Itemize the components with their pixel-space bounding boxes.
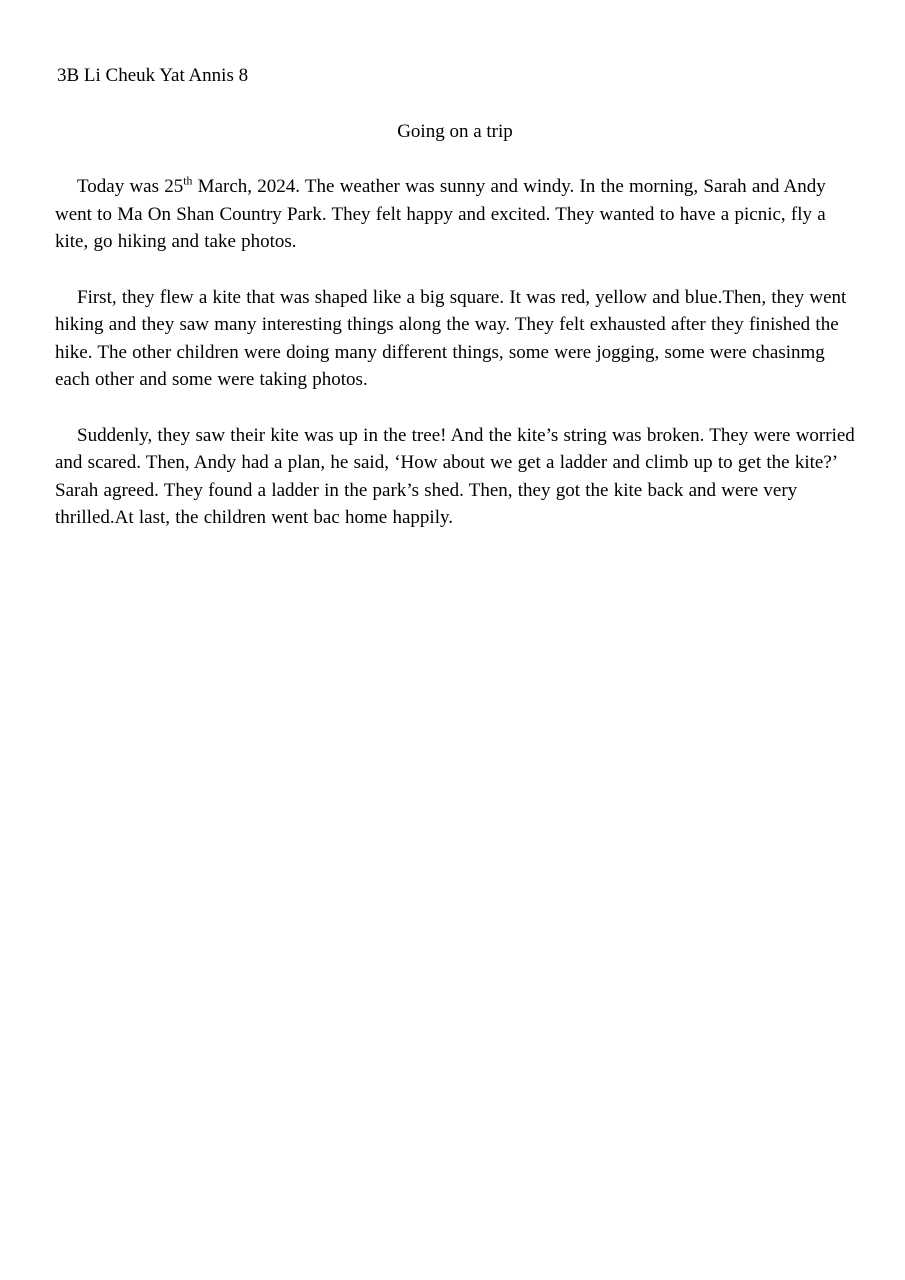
paragraph-1-text-rest: March, 2024. The weather was sunny and windy. In the morning, Sarah and Andy went to Ma On Shan Country Park. They felt happy and excited. They wanted to have a picnic, fly a kite, go hiking and take photos. (55, 176, 826, 252)
paragraph-1-text-start: Today was 25 (77, 176, 184, 197)
paragraph-2: First, they flew a kite that was shaped like a big square. It was red, yellow and blue.Then, they went hiking and they saw many interesting things along the way. They felt exhausted after they finished the hike. The other children were doing many different things, some were jogging, some were chasinmg each other and some were taking photos. (55, 286, 847, 390)
ordinal-superscript: th (183, 174, 193, 188)
paragraph-1 (55, 173, 855, 256)
paragraph-3: Suddenly, they saw their kite was up in the tree! And the kite’s string was broken. They were worried and scared. Then, Andy had a plan, he said, ‘How about we get a ladder and climb up to get the kite?’ Sarah agreed. They found a ladder in the park’s shed. Then, they got the kite back and were very thrilled.At last, the children went bac home happily. (55, 424, 855, 528)
essay-title: Going on a trip (397, 120, 513, 142)
document-content (55, 62, 855, 532)
student-class-name: 3B Li Cheuk Yat Annis 8 (57, 65, 249, 86)
